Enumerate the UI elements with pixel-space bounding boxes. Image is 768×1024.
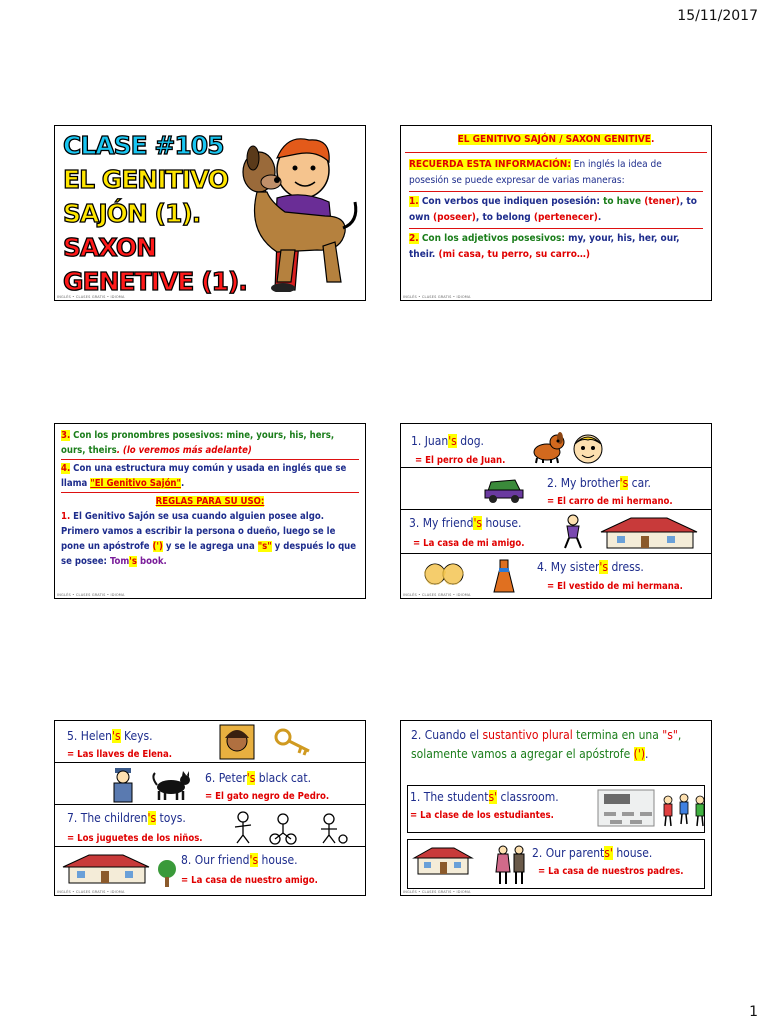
- rule-2-period: .: [645, 747, 649, 761]
- example-box-2: [407, 839, 705, 889]
- title-line-2: EL GENITIVO: [63, 165, 229, 194]
- dog-icon: [527, 430, 565, 464]
- apostrophe-s: 's: [111, 729, 121, 743]
- plural-translation-1: = La clase de los estudiantes.: [410, 810, 554, 821]
- slide-footer: INGLÉS • CLASES GRATIS • IDIOMA: [57, 890, 125, 894]
- verb-to-own-translation: (poseer): [433, 212, 476, 223]
- title-line-1: CLASE #105: [63, 131, 224, 160]
- example-owner: 7. The children: [67, 811, 148, 825]
- translation-8: = La casa de nuestro amigo.: [181, 875, 318, 886]
- rule-1-text: El Genitivo Sajón se usa cuando alguien posee algo. Primero vamos a escribir la persona o dueño, luego se le pone un apóstrofe: [61, 511, 336, 552]
- example-object: black cat.: [255, 771, 312, 785]
- possessive-adjectives-examples: (mi casa, tu perro, su carro…): [435, 249, 590, 260]
- example-object: Keys.: [120, 729, 153, 743]
- apostrophe-s: 's: [619, 476, 629, 490]
- translation-7: = Los juguetes de los niños.: [67, 833, 203, 844]
- black-cat-icon: [151, 771, 191, 801]
- example-row: [401, 510, 711, 554]
- plural-translation-2: = La casa de nuestros padres.: [538, 866, 684, 877]
- point-1-text: Con verbos que indiquen posesión:: [418, 196, 604, 207]
- see-later-note: . (lo veremos más adelante): [116, 445, 252, 456]
- apostrophe-symbol: ('): [633, 747, 646, 761]
- point-4-text: Con una estructura muy común y usada en inglés que se llama: [61, 463, 347, 489]
- point-3-number: 3.: [61, 430, 71, 441]
- apostrophe-plural: s': [488, 790, 498, 804]
- example-brothers-car: [547, 476, 651, 490]
- example-object: toys.: [156, 811, 186, 825]
- example-owner: 2. My brother: [547, 476, 620, 490]
- house-icon: [412, 846, 474, 876]
- s-letter: "s": [257, 541, 272, 552]
- example-row: [401, 424, 711, 468]
- translation-4: = El vestido de mi hermana.: [547, 581, 683, 592]
- example-owner: 3. My friend: [409, 516, 474, 530]
- example-owner: 1. Juan: [411, 434, 449, 448]
- example-childrens-toys: [67, 811, 186, 825]
- plural-rule-text: [411, 726, 701, 764]
- example-row: [55, 805, 365, 847]
- point-3-text: Con los pronombres posesivos:: [70, 430, 227, 441]
- translation-1: = El perro de Juan.: [415, 455, 506, 466]
- slide-title: [54, 125, 366, 301]
- verb-to-own: , to own: [409, 196, 697, 223]
- example-tom: Tom: [109, 556, 130, 567]
- example-object: house.: [258, 853, 298, 867]
- verb-to-have: to have: [603, 196, 642, 207]
- plural-noun-term: sustantivo plural: [482, 728, 573, 742]
- slide-footer: INGLÉS • CLASES GRATIS • IDIOMA: [403, 295, 471, 299]
- apostrophe-s: 's: [473, 516, 483, 530]
- example-owner: 8. Our friend: [181, 853, 250, 867]
- example-object: classroom.: [497, 790, 559, 804]
- slide-footer: INGLÉS • CLASES GRATIS • IDIOMA: [403, 890, 471, 894]
- slide-examples-1: [400, 423, 712, 599]
- translation-2: = El carro de mi hermano.: [547, 496, 673, 507]
- example-owner: 2. Our parent: [532, 846, 605, 860]
- point-2-number: 2.: [409, 233, 419, 244]
- rule-2-text-3: , solamente vamos a agregar el apóstrofe: [411, 728, 682, 761]
- slide-footer: INGLÉS • CLASES GRATIS • IDIOMA: [57, 593, 125, 597]
- children-toys-icon: [231, 809, 349, 845]
- example-peters-cat: [205, 771, 311, 785]
- car-icon: [483, 474, 525, 504]
- recall-label: RECUERDA ESTA INFORMACIÓN:: [409, 159, 571, 170]
- saxon-genitive-term: "El Genitivo Sajón": [90, 478, 181, 489]
- translation-6: = El gato negro de Pedro.: [205, 791, 330, 802]
- point-4-period: .: [180, 478, 185, 489]
- example-helens-keys: [67, 729, 153, 743]
- intro-text: En inglés la idea de posesión se puede expresar de varias maneras:: [409, 159, 662, 186]
- classroom-icon: [596, 788, 656, 828]
- verb-to-belong-translation: (pertenecer): [533, 212, 598, 223]
- point-1-number: 1.: [409, 196, 419, 207]
- man-icon: [111, 767, 135, 803]
- boy-hugging-dog-illustration: [237, 132, 365, 292]
- house-icon: [59, 853, 153, 885]
- slide-footer: INGLÉS • CLASES GRATIS • IDIOMA: [403, 593, 471, 597]
- rule-1-text-3: y después lo que se posee:: [61, 541, 357, 567]
- apostrophe-s: 's: [249, 853, 259, 867]
- tree-icon: [157, 859, 177, 889]
- slide-footer: INGLÉS • CLASES GRATIS • IDIOMA: [57, 295, 125, 299]
- slide-intro: EL GENITIVO SAJÓN / SAXON GENITIVE. RECUERDA ESTA INFORMACIÓN: En inglés la idea de posesión se puede expresar de varias maneras: 1. Con verbos que indiquen posesión: to have (tener), to own (poseer), to belong (pertenecer). 2. Con los adjetivos posesivos: my, your, his, her, our, their. (mi casa, tu perro, su carro…) INGLÉS • CLASES GRATIS • IDIOMA: [400, 125, 712, 301]
- parents-icon: [494, 844, 528, 886]
- verb-to-belong: , to belong: [475, 212, 534, 223]
- students-icon: [660, 792, 708, 828]
- title-line-5: GENETIVE (1).: [63, 267, 247, 296]
- s-letter: "s": [662, 728, 678, 742]
- dress-icon: [493, 558, 515, 594]
- rule-1-text-2: y se le agrega una: [162, 541, 258, 552]
- example-owner: 1. The student: [410, 790, 489, 804]
- example-object: house.: [482, 516, 522, 530]
- example-book: book.: [137, 556, 167, 567]
- translation-3: = La casa de mi amigo.: [413, 538, 525, 549]
- example-object: house.: [612, 846, 653, 860]
- point-2-text: Con los adjetivos posesivos:: [418, 233, 569, 244]
- example-juans-dog: [411, 434, 484, 448]
- slide-plural-rule: [400, 720, 712, 896]
- point-4-number: 4.: [61, 463, 71, 474]
- example-row: [55, 763, 365, 805]
- possessive-adjectives: my, your, his, her, our, their.: [409, 233, 680, 260]
- possessive-pronouns: mine, yours, his, hers, ours, theirs: [61, 430, 335, 456]
- example-owner: 6. Peter: [205, 771, 247, 785]
- apostrophe-s: 's: [246, 771, 256, 785]
- sisters-icon: [421, 558, 467, 594]
- example-parents-house: [532, 846, 652, 860]
- kid-running-icon: [561, 514, 585, 550]
- boy-face-icon: [571, 430, 605, 466]
- example-row: [55, 847, 365, 896]
- rule-1-number: 1.: [61, 511, 71, 522]
- rule-2-text-2: termina en una: [572, 728, 663, 742]
- example-students-classroom: [410, 790, 559, 804]
- apostrophe-s: 's: [448, 434, 457, 448]
- example-object: dress.: [608, 560, 644, 574]
- woman-portrait-icon: [219, 724, 255, 760]
- example-object: car.: [628, 476, 651, 490]
- example-owner: 5. Helen: [67, 729, 112, 743]
- apostrophe-symbol: ('): [152, 541, 163, 552]
- apostrophe-plural: s': [604, 846, 613, 860]
- page-number: 1: [749, 1004, 758, 1020]
- rules-heading: REGLAS PARA SU USO:: [155, 496, 265, 507]
- title-line-4: SAXON: [63, 233, 156, 262]
- point-1-period: .: [597, 212, 602, 223]
- slide2-title: EL GENITIVO SAJÓN / SAXON GENITIVE: [457, 134, 651, 145]
- slide-examples-2: [54, 720, 366, 896]
- verb-to-have-translation: (tener): [644, 196, 680, 207]
- translation-5: = Las llaves de Elena.: [67, 749, 173, 760]
- page-date: 15/11/2017: [677, 8, 758, 24]
- apostrophe-s: 's: [147, 811, 157, 825]
- title-line-3: SAJÓN (1).: [63, 199, 201, 228]
- example-row: [55, 721, 365, 763]
- example-friends-house: [409, 516, 521, 530]
- slide-rules: [54, 423, 366, 599]
- keys-icon: [273, 727, 313, 757]
- example-object: dog.: [456, 434, 484, 448]
- apostrophe-s: 's: [599, 560, 609, 574]
- example-box-1: [407, 785, 705, 833]
- rule-2-text: 2. Cuando el: [411, 728, 483, 742]
- example-row: [401, 468, 711, 510]
- house-icon: [597, 516, 701, 550]
- example-owner: 4. My sister: [537, 560, 600, 574]
- example-sisters-dress: [537, 560, 644, 574]
- example-friends-house: [181, 853, 298, 867]
- example-apostrophe-s: 's: [129, 556, 138, 567]
